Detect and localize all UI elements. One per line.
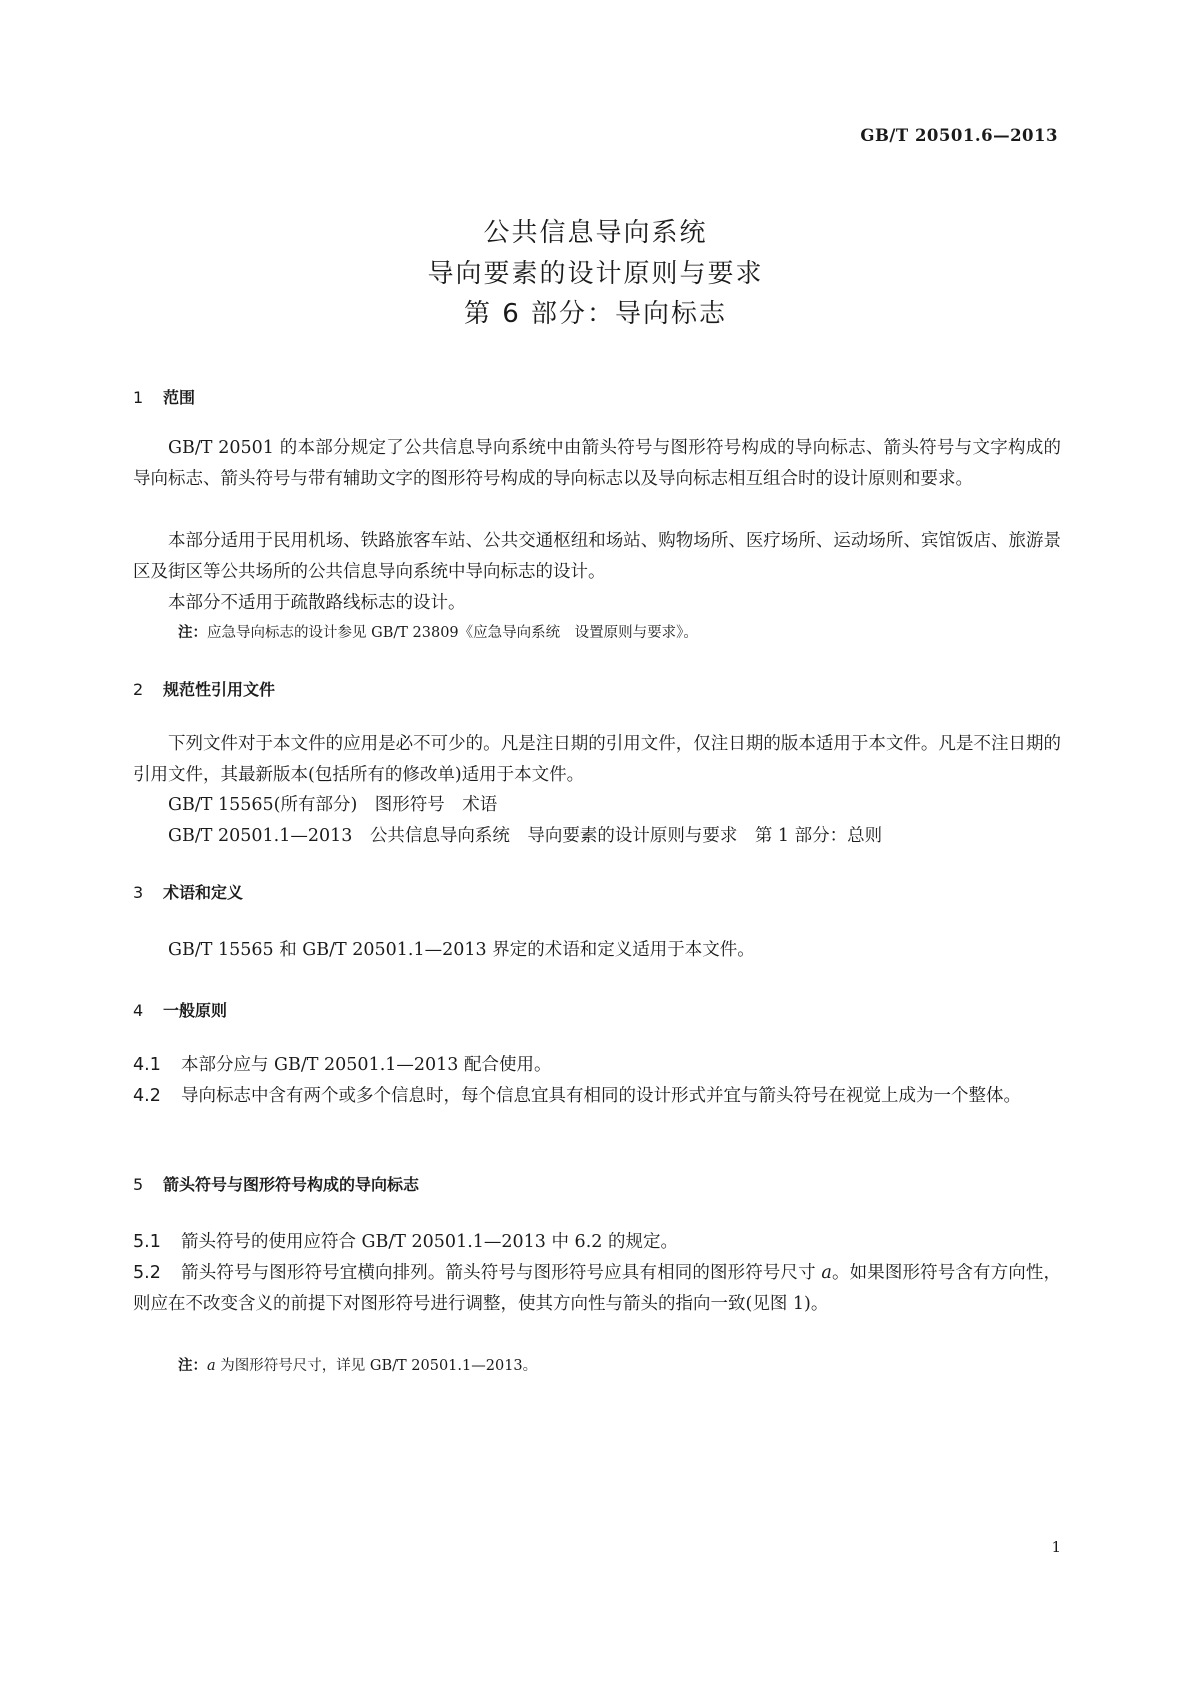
clause-number: 5.2 bbox=[133, 1263, 161, 1283]
section-title: 规范性引用文件 bbox=[163, 680, 276, 699]
section-title: 术语和定义 bbox=[163, 883, 244, 902]
clause-4-2 bbox=[133, 1081, 1061, 1112]
title-line-2: 导向要素的设计原则与要求 bbox=[427, 259, 764, 289]
clause-4-1 bbox=[133, 1050, 1061, 1081]
section-1-paragraph-1: GB/T 20501 的本部分规定了公共信息导向系统中由箭头符号与图形符号构成的导向标志、箭头符号与文字构成的导向标志、箭头符号与带有辅助文字的图形符号构成的导向标志以及导向标志相互组合时的设计原则和要求。 bbox=[133, 438, 1061, 489]
section-1-paragraph-3: 本部分不适用于疏散路线标志的设计。 bbox=[168, 593, 466, 613]
clause-5-1 bbox=[133, 1227, 1061, 1258]
section-number: 1 bbox=[133, 388, 144, 407]
title-line-3: 第 6 部分：导向标志 bbox=[463, 299, 728, 329]
page-number: 1 bbox=[1051, 1538, 1061, 1556]
section-number: 5 bbox=[133, 1175, 144, 1194]
section-number: 4 bbox=[133, 1001, 144, 1020]
clause-text: 本部分应与 GB/T 20501.1—2013 配合使用。 bbox=[181, 1055, 552, 1075]
section-title: 范围 bbox=[163, 388, 196, 407]
clause-number: 4.1 bbox=[133, 1055, 161, 1075]
section-3-heading bbox=[133, 880, 243, 903]
clause-text: 箭头符号的使用应符合 GB/T 20501.1—2013 中 6.2 的规定。 bbox=[181, 1232, 678, 1252]
note-text: 应急导向标志的设计参见 GB/T 23809《应急导向系统 设置原则与要求》。 bbox=[207, 625, 698, 641]
section-title: 箭头符号与图形符号构成的导向标志 bbox=[163, 1175, 420, 1194]
section-number: 3 bbox=[133, 883, 144, 902]
standard-code: GB/T 20501.6—2013 bbox=[860, 126, 1058, 145]
section-2-paragraph-1: 下列文件对于本文件的应用是必不可少的。凡是注日期的引用文件，仅注日期的版本适用于本文件。凡是不注日期的引用文件，其最新版本(包括所有的修改单)适用于本文件。 bbox=[133, 734, 1061, 785]
section-1-paragraph-2: 本部分适用于民用机场、铁路旅客车站、公共交通枢纽和场站、购物场所、医疗场所、运动场所、宾馆饭店、旅游景区及街区等公共场所的公共信息导向系统中导向标志的设计。 bbox=[133, 531, 1061, 582]
clause-text: 导向标志中含有两个或多个信息时，每个信息宜具有相同的设计形式并宜与箭头符号在视觉上成为一个整体。 bbox=[181, 1086, 1021, 1106]
note-label: 注： bbox=[178, 625, 207, 641]
section-1-note bbox=[178, 621, 698, 642]
variable-a: a bbox=[821, 1263, 832, 1283]
note-label: 注： bbox=[178, 1358, 207, 1374]
clause-number: 4.2 bbox=[133, 1086, 161, 1106]
clause-number: 5.1 bbox=[133, 1232, 161, 1252]
clause-text-part-2: 。如果图形符号含有方向性，则应在不改变含义的前提下对图形符号进行调整，使其方向性与箭头的指向一致(见图 1)。 bbox=[133, 1263, 1061, 1314]
section-number: 2 bbox=[133, 680, 144, 699]
section-4-heading bbox=[133, 998, 227, 1021]
section-5-note bbox=[178, 1354, 537, 1375]
reference-2: GB/T 20501.1—2013 公共信息导向系统 导向要素的设计原则与要求 第 1 部分：总则 bbox=[168, 826, 883, 846]
variable-a: a bbox=[207, 1358, 216, 1374]
section-5-heading bbox=[133, 1172, 419, 1195]
section-title: 一般原则 bbox=[163, 1001, 228, 1020]
clause-text-part-1: 箭头符号与图形符号宜横向排列。箭头符号与图形符号应具有相同的图形符号尺寸 bbox=[181, 1263, 822, 1283]
title-line-1: 公共信息导向系统 bbox=[483, 218, 708, 248]
section-2-heading bbox=[133, 677, 275, 700]
note-text: 为图形符号尺寸，详见 GB/T 20501.1—2013。 bbox=[215, 1358, 538, 1374]
section-3-paragraph-1: GB/T 15565 和 GB/T 20501.1—2013 界定的术语和定义适用于本文件。 bbox=[168, 940, 755, 960]
clause-5-2 bbox=[133, 1258, 1061, 1320]
section-1-heading bbox=[133, 385, 195, 408]
reference-1: GB/T 15565(所有部分) 图形符号 术语 bbox=[168, 795, 498, 815]
